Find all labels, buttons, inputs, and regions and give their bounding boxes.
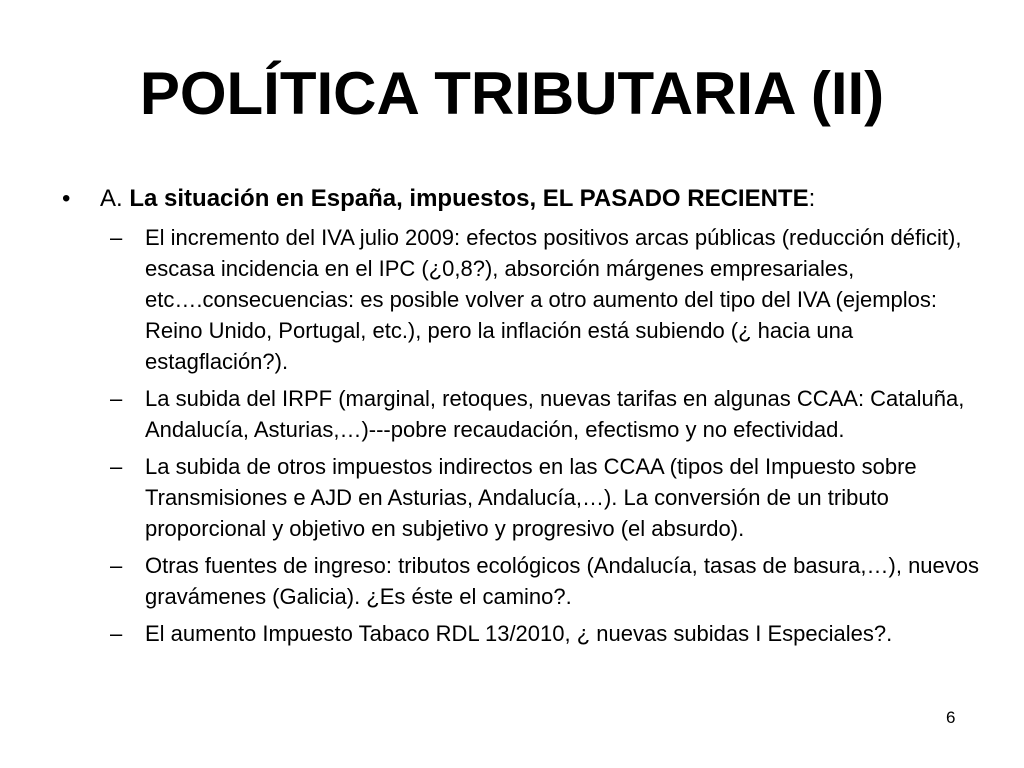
sub-bullet-list	[62, 222, 982, 649]
dash-icon: –	[110, 386, 123, 411]
sub-bullet-item	[110, 383, 982, 445]
sub-bullet-text: La subida del IRPF (marginal, retoques, nuevas tarifas en algunas CCAA: Cataluña, Andalucía, Asturias,…)---pobre recaudación, efectismo y no efectividad.	[145, 386, 965, 442]
sub-bullet-text: La subida de otros impuestos indirectos en las CCAA (tipos del Impuesto sobre Transmisiones e AJD en Asturias, Andalucía,…). La conversión de un tributo proporcional y objetivo en subjetivo y progresivo (el absurdo).	[145, 454, 917, 541]
sub-bullet-text: El aumento Impuesto Tabaco RDL 13/2010, ¿ nuevas subidas I Especiales?.	[145, 621, 893, 646]
sub-bullet-item	[110, 222, 982, 377]
sub-bullet-item	[110, 618, 982, 649]
sub-bullet-item	[110, 451, 982, 544]
bullet-prefix: A.	[100, 185, 130, 212]
main-bullet-text	[100, 184, 815, 214]
sub-bullet-item	[110, 550, 982, 612]
bullet-icon: •	[62, 185, 71, 212]
page-number: 6	[946, 708, 956, 727]
dash-icon: –	[110, 553, 123, 578]
sub-bullet-text: Otras fuentes de ingreso: tributos ecológicos (Andalucía, tasas de basura,…), nuevos gravámenes (Galicia). ¿Es éste el camino?.	[145, 553, 980, 609]
dash-icon: –	[110, 225, 123, 250]
slide-title: POLÍTICA TRIBUTARIA (II)	[139, 60, 885, 127]
sub-bullet-text: El incremento del IVA julio 2009: efectos positivos arcas públicas (reducción déficit), escasa incidencia en el IPC (¿0,8?), absorción márgenes empresariales, etc….consecuencias: es posible volver a otro aumento del tipo del IVA (ejemplos: Reino Unido, Portugal, etc.), pero la inflación está subiendo (¿ hacia una estagflación?).	[145, 225, 962, 374]
dash-icon: –	[110, 621, 123, 646]
dash-icon: –	[110, 454, 123, 479]
bullet-suffix: :	[808, 185, 816, 212]
bullet-heading: La situación en España, impuestos, EL PASADO RECIENTE	[129, 185, 809, 212]
main-bullet	[62, 184, 982, 214]
slide-content	[62, 184, 982, 655]
